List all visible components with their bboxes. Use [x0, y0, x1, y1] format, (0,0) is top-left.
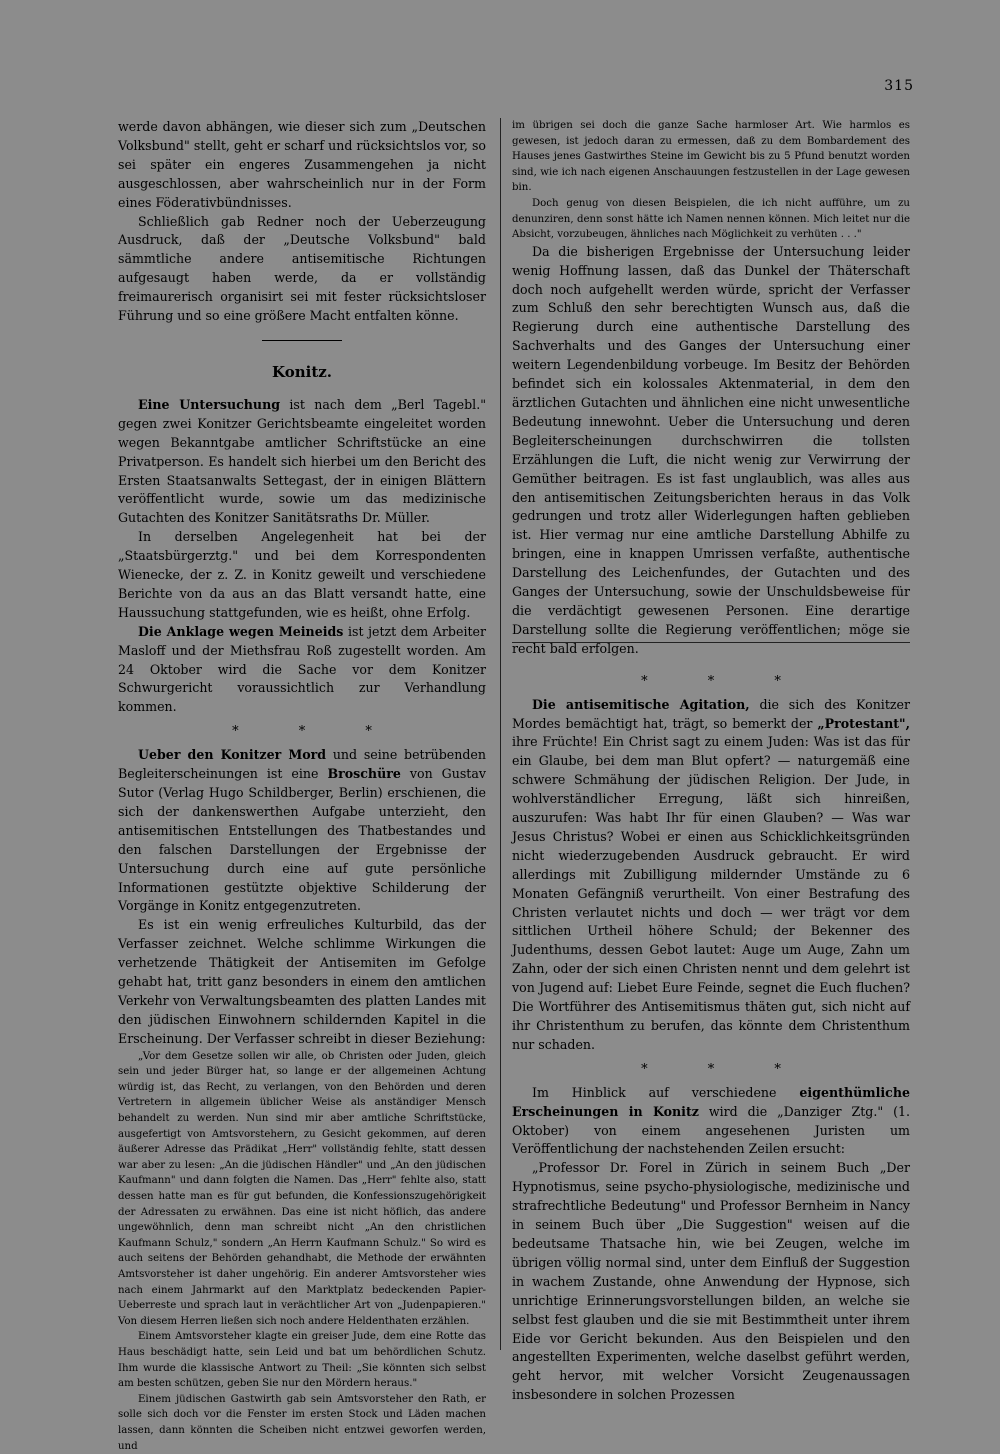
lead-phrase: eigenthümliche Erscheinungen in Konitz [512, 1084, 910, 1119]
quote-paragraph: „Vor dem Gesetze sollen wir alle, ob Christen oder Juden, gleich sein und jeder Bürger hat, so lange er der allgemeinen Achtung würdig ist, das Recht, zu verlangen, von den Behörden und deren Vertretern in allgemein üblicher Weise als anständiger Mensch behandelt zu werden. Nun sind mir aber amtliche Schriftstücke, ausgefertigt von Amtsvorstehern, zu Gesicht gekommen, auf deren äußerer Adresse das Prädikat „Herr" vollständig fehlte, statt dessen war aber zu lesen: „An die jüdischen Händler" und „An den jüdischen Kaufmann" und dann folgten die Namen. Das „Herr" fehlte also, statt dessen hatte man es für gut befunden, die Konfessionszugehörigkeit der Adressaten zu erwähnen. Das eine ist nicht höflich, das andere ungewöhnlich, denn man schreibt nicht „An den christlichen Kaufmann Schulz," sondern „An Herrn Kaufmann Schulz." So wird es auch seitens der Behörden gehandhabt, die Methode der erwähnten Amtsvorsteher ist daher ungehörig. Ein anderer Amtsvorsteher wies nach einem Jahrmarkt auf den Marktplatz bedeckenden Papier-Ueberreste und sprach laut in verächtlicher Art von „Judenpapieren." Von diesem Herren ließen sich noch andere Heldenthaten erzählen. [118, 1050, 486, 1327]
lead-phrase: Die antisemitische Agitation, [532, 696, 750, 712]
quote-paragraph: Einem Amtsvorsteher klagte ein greiser Jude, dem eine Rotte das Haus beschädigt hatte, sein Leid und bat um behördlichen Schutz. Ihm wurde die klassische Antwort zu Theil: „Sie könnten sich selbst am besten schützen, geben Sie nur den Mördern heraus." [118, 1331, 486, 1390]
quote-paragraph: Einem jüdischen Gastwirth gab sein Amtsvorsteher den Rath, er solle sich doch vor die Fenster im ersten Stock und Läden machen lassen, dann könnten die Scheiben nicht entzwei geworfen werden, und [118, 1393, 486, 1452]
asterisk-separator: * * * [641, 673, 809, 689]
paragraph: In derselben Angelegenheit hat bei der „Staatsbürgerztg." und bei dem Korrespondenten Wienecke, der z. Z. in Konitz geweilt und verschiedene Berichte von da aus an das Blatt versandt hatte, eine Haussuchung stattgefunden, wie es heißt, ohne Erfolg. [118, 529, 486, 620]
page-number: 315 [884, 78, 914, 94]
paragraph: Eine Untersuchung ist nach dem „Berl Tagebl." gegen zwei Konitzer Gerichtsbeamte eingeleitet worden wegen Bekanntgabe amtlicher Schriftstücke an eine Privatperson. Es handelt sich hierbei um den Bericht des Ersten Staatsanwalts Settegast, der in einigen Blättern veröffentlicht wurde, sowie um das medizinische Gutachten des Konitzer Sanitätsraths Dr. Müller. [118, 396, 487, 526]
paragraph: Die antisemitische Agitation, die sich des Konitzer Mordes bemächtigt hat, trägt, so bemerkt der „Protestant", ihre Früchte! Ein Christ sagt zu einem Juden: Was ist das für ein Glaube, bei dem man Blut opfert? — naturgemäß eine schwere Schmähung der jüdischen Religion. Der Jude, in wohlverständlicher Erregung, läßt sich hinreißen, auszurufen: Was habt Ihr für einen Glauben? — Was war Jesus Christus? Wobei er einen aus Schicklichkeitsgründen nicht wiederzugebenden Ausdruck gebraucht. Er wird allerdings mit Zubilligung mildernder Umstände zu 6 Monaten Gefängniß verurtheilt. Von einer Bestrafung des Christen verlautet nichts und doch — wer trägt vor dem sittlichen Urtheil höhere Schuld; der Bekenner des Judenthums, dessen Gebot lautet: Auge um Auge, Zahn um Zahn, oder der sich einen Christen nennt und dem gelehrt ist von Jugend auf: Liebet Eure Feinde, segnet die Euch fluchen? Die Wortführer des Antisemitismus thäten gut, sich nicht auf ihr Christenthum zu berufen, das könnte dem Christenthum nur schaden. [512, 696, 910, 1052]
lead-phrase: Eine Untersuchung [138, 396, 281, 412]
paragraph: werde davon abhängen, wie dieser sich zum „Deutschen Volksbund" stellt, geht er scharf und rücksichtslos vor, so sei später ein engeres Zusammengehen ja nicht ausgeschlossen, aber wahrscheinlich nur in der Form eines Föderativbündnisses. [118, 119, 486, 210]
right-column [512, 118, 910, 1405]
separator-rule [262, 340, 342, 341]
left-column [118, 118, 486, 1454]
paragraph: Da die bisherigen Ergebnisse der Untersuchung leider wenig Hoffnung lassen, daß das Dunkel der Thäterschaft doch noch aufgehellt werden würde, spricht der Verfasser zum Schluß den sehr berechtigten Wunsch aus, daß die Regierung durch eine authentische Darstellung des Sachverhalts und des Ganges der Untersuchung einer weitern Legendenbildung vorbeuge. Im Besitz der Behörden befindet sich ein kolossales Aktenmaterial, in dem den ärztlichen Gutachten und ähnlichen eine nicht unwesentliche Bedeutung innewohnt. Ueber die Untersuchung und deren Begleiterscheinungen durchschwirren die tollsten Erzählungen die Luft, die nicht wenig zur Verwirrung der Gemüther beitragen. Es ist fast unglaublich, was alles aus den antisemitischen Zeitungsberichten heraus in das Volk gedrungen und trotz aller Widerlegungen haften geblieben ist. Hier vermag nur eine amtliche Darstellung Abhilfe zu bringen, eine in knappen Umrissen verfaßte, authentische Darstellung des Leichenfundes, der Gutachten und des Ganges der Untersuchung, sowie der Unschuldsbeweise für die verdächtigt gewesenen Personen. Eine derartige Darstellung sollte die Regierung veröffentlichen; möge sie recht bald erfolgen. [512, 243, 910, 656]
quote-paragraph: im übrigen sei doch die ganze Sache harmloser Art. Wie harmlos es gewesen, ist jedoch daran zu ermessen, daß zu dem Bombardement des Hauses jenes Gastwirthes Steine im Gewicht bis zu 5 Pfund benutzt worden sind, wie ich nach eigenen Anschauungen festzustellen in der Lage gewesen bin. [512, 120, 910, 194]
paragraph: Im Hinblick auf verschiedene eigenthümliche Erscheinungen in Konitz wird die „Danziger Ztg." (1. Oktober) von einem angesehenen Juristen um Veröffentlichung der nachstehenden Zeilen ersucht: [512, 1084, 911, 1157]
paragraph: Ueber den Konitzer Mord und seine betrübenden Begleiterscheinungen ist eine Broschüre von Gustav Sutor (Verlag Hugo Schildberger, Berlin) erschienen, die sich der dankenswerthen Aufgabe unterzieht, den antisemitischen Entstellungen des Thatbestandes und den falschen Darstellungen der Ergebnisse der Untersuchung durch eine auf gute persönliche Informationen gestützte objektive Schilderung der Vorgänge in Konitz entgegenzutreten. [118, 747, 486, 914]
paragraph: Die Anklage wegen Meineids ist jetzt dem Arbeiter Masloff und der Miethsfrau Roß zugestellt worden. Am 24 Oktober wird die Sache vor dem Konitzer Schwurgericht voraussichtlich zur Verhandlung kommen. [118, 623, 487, 715]
paragraph: „Professor Dr. Forel in Zürich in seinem Buch „Der Hypnotismus, seine psycho-physiologische, medizinische und strafrechtliche Bedeutung" und Professor Bernheim in Nancy in seinem Buch über „Die Suggestion" weisen auf die bedeutsame Thatsache hin, wie bei Zeugen, welche im übrigen völlig normal sind, unter dem Einfluß der Suggestion in wachem Zustande, ohne Anwendung der Hypnose, sich unrichtige Erinnerungsvorstellungen bilden, an welche sie selbst fest glauben und die sie mit Bestimmtheit unter ihrem Eide vor Gericht bekunden. Aus den Beispielen und den angestellten Experimenten, welche daselbst geführt werden, geht hervor, mit welcher Vorsicht Zeugenaussagen insbesondere in solchen Prozessen [512, 1160, 910, 1403]
paragraph: Es ist ein wenig erfreuliches Kulturbild, das der Verfasser zeichnet. Welche schlimme Wirkungen die verhetzende Thätigkeit der Antisemiten im Gefolge gehabt hat, tritt ganz besonders in einem den amtlichen Verkehr von Verwaltungsbeamten des platten Landes mit den jüdischen Einwohnern schildernden Kapitel in die Erscheinung. Der Verfasser schreibt in dieser Beziehung: [118, 917, 486, 1046]
paragraph: Schließlich gab Redner noch der Ueberzeugung Ausdruck, daß der „Deutsche Volksbund" bald sämmtliche andere antisemitische Richtungen aufgesaugt haben werde, da er vollständig freimaurerisch organisirt sei mit fester rücksichtsloser Führung und so eine größere Macht entfalten könne. [118, 213, 486, 324]
section-heading: Konitz. [272, 362, 332, 381]
quote-paragraph: Doch genug von diesen Beispielen, die ich nicht aufführe, um zu denunziren, denn sonst hätte ich Namen nennen können. Mich leitet nur die Absicht, vorzubeugen, ähnliches nach Möglichkeit zu verhüten . . ." [512, 197, 910, 241]
lead-phrase: Ueber den Konitzer Mord [138, 747, 327, 763]
asterisk-separator: * * * [232, 724, 400, 740]
column-divider [500, 118, 501, 1350]
lead-phrase: Die Anklage wegen Meineids [138, 623, 344, 639]
asterisk-separator: * * * [641, 1061, 809, 1077]
